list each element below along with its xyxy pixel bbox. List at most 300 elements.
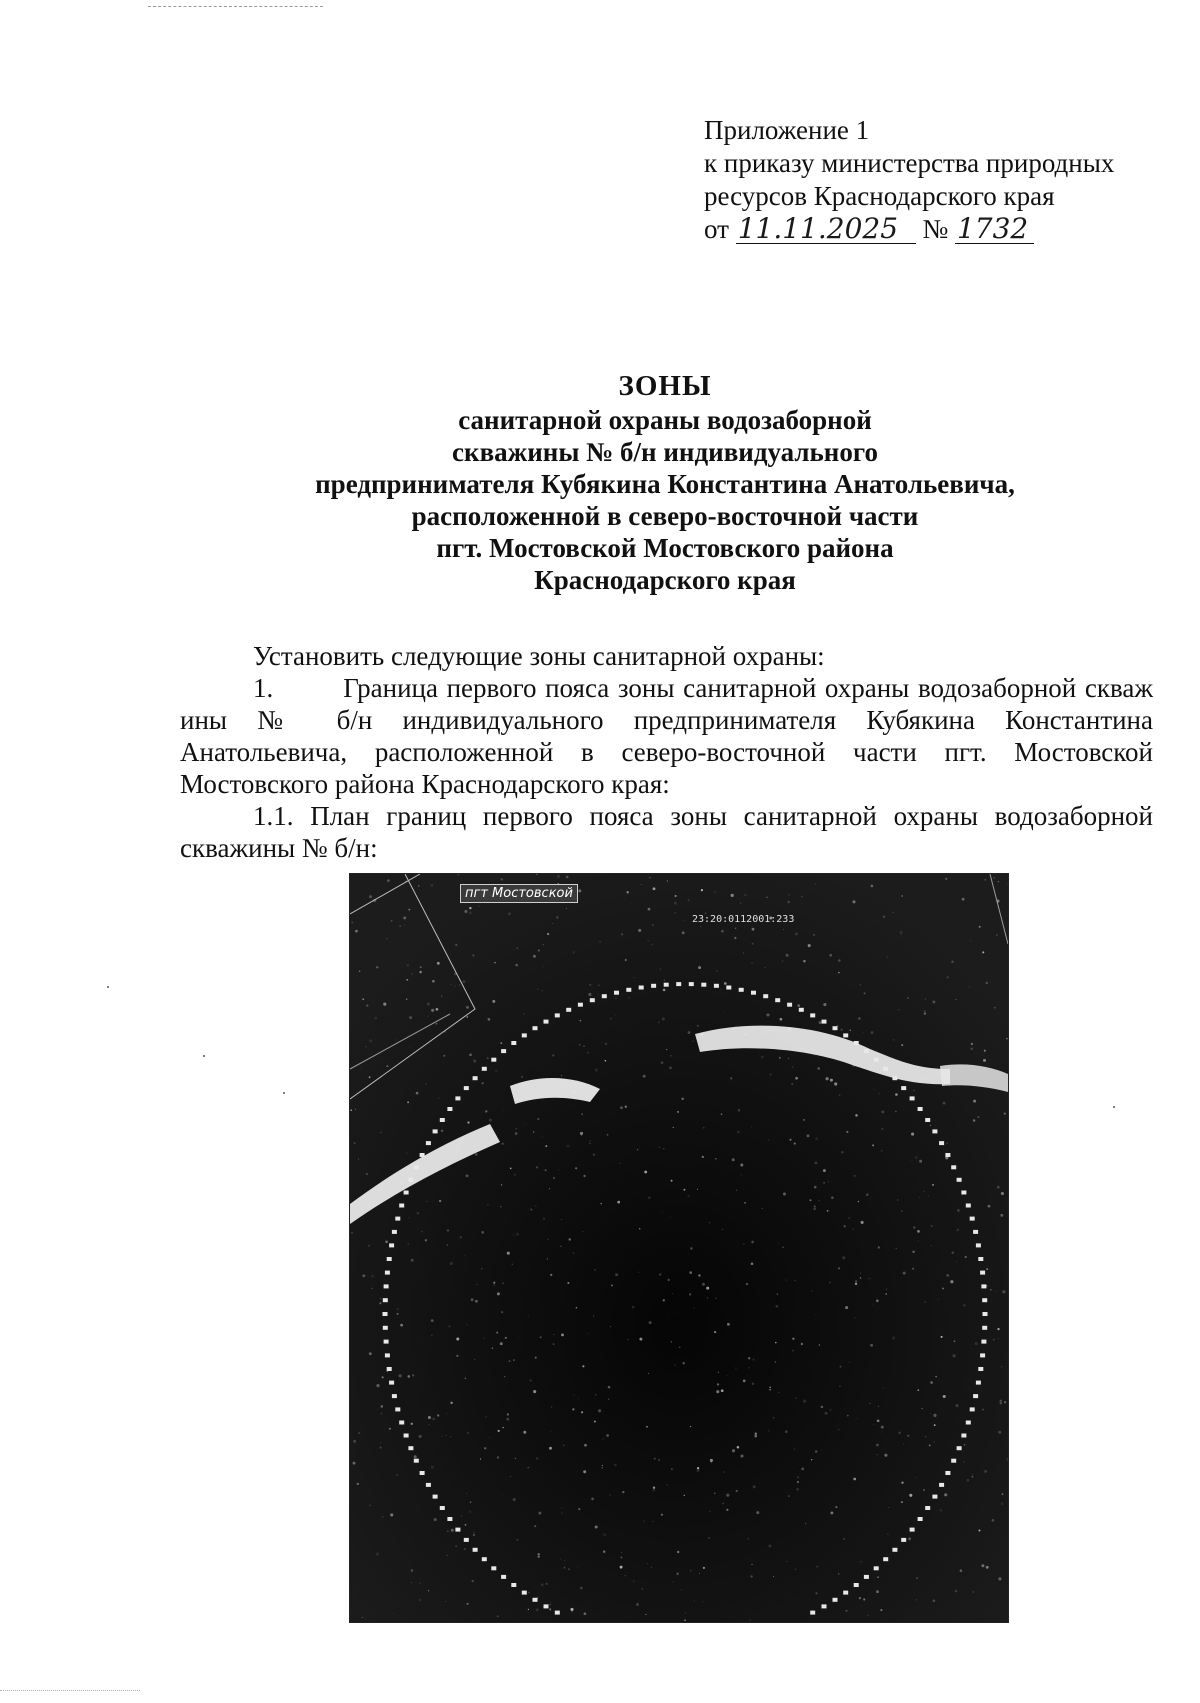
terrain-speck	[551, 1406, 552, 1407]
terrain-speck	[877, 1576, 878, 1577]
terrain-speck	[409, 1046, 410, 1047]
terrain-speck	[765, 967, 766, 968]
terrain-speck	[870, 1344, 873, 1347]
terrain-speck	[776, 1305, 779, 1308]
title-line: скважины № б/н индивидуального	[452, 437, 878, 467]
terrain-speck	[858, 1017, 860, 1019]
terrain-speck	[561, 1512, 562, 1513]
terrain-speck	[1001, 1366, 1002, 1367]
scan-speck	[283, 1092, 285, 1094]
terrain-speck	[706, 1287, 709, 1290]
terrain-speck	[768, 1430, 769, 1431]
terrain-speck	[743, 1380, 746, 1383]
terrain-speck	[683, 1189, 685, 1191]
terrain-speck	[755, 1433, 757, 1435]
terrain-speck	[605, 1060, 607, 1062]
terrain-speck	[744, 1202, 746, 1204]
terrain-speck	[372, 1288, 373, 1289]
terrain-speck	[617, 1201, 620, 1204]
terrain-speck	[502, 1143, 504, 1145]
terrain-speck	[671, 1341, 672, 1342]
terrain-speck	[1004, 1401, 1006, 1403]
terrain-speck	[497, 1292, 500, 1295]
boundary-marker	[982, 1326, 987, 1330]
terrain-speck	[549, 1608, 551, 1610]
terrain-speck	[801, 1468, 804, 1471]
terrain-speck	[600, 1203, 602, 1205]
terrain-speck	[813, 934, 815, 936]
terrain-speck	[660, 969, 661, 970]
terrain-speck	[533, 1390, 536, 1393]
terrain-speck	[370, 1505, 371, 1506]
terrain-speck	[909, 1494, 912, 1497]
terrain-speck	[528, 1609, 529, 1610]
terrain-speck	[724, 1012, 725, 1013]
terrain-speck	[649, 877, 651, 879]
boundary-marker	[501, 1049, 506, 1053]
terrain-speck	[829, 954, 832, 957]
boundary-marker	[578, 1003, 583, 1007]
terrain-speck	[432, 980, 435, 983]
terrain-speck	[658, 1022, 659, 1023]
boundary-marker	[473, 1076, 478, 1080]
terrain-speck	[351, 921, 353, 923]
terrain-speck	[882, 1431, 883, 1432]
number-sign: №	[922, 214, 949, 244]
boundary-marker	[383, 1312, 388, 1316]
terrain-speck	[684, 1619, 686, 1621]
boundary-marker	[689, 982, 694, 986]
terrain-speck	[632, 1306, 635, 1309]
terrain-speck	[943, 1395, 946, 1398]
terrain-speck	[436, 1023, 438, 1025]
terrain-speck	[603, 1438, 604, 1439]
terrain-speck	[506, 1418, 509, 1421]
terrain-speck	[492, 1347, 494, 1349]
terrain-speck	[718, 1372, 719, 1373]
terrain-speck	[408, 1217, 409, 1218]
terrain-speck	[570, 1608, 573, 1611]
terrain-speck	[803, 1119, 805, 1121]
terrain-speck	[627, 1339, 628, 1340]
terrain-speck	[516, 1233, 519, 1236]
terrain-speck	[578, 1398, 579, 1399]
terrain-speck	[530, 1379, 532, 1381]
terrain-speck	[982, 951, 984, 953]
terrain-speck	[823, 1169, 826, 1172]
terrain-speck	[801, 1343, 803, 1345]
terrain-speck	[938, 1299, 939, 1300]
terrain-speck	[425, 1083, 426, 1084]
terrain-speck	[934, 1441, 935, 1442]
terrain-speck	[380, 1442, 382, 1444]
terrain-speck	[838, 959, 841, 962]
terrain-speck	[823, 1003, 826, 1006]
terrain-speck	[724, 982, 727, 985]
terrain-speck	[552, 923, 553, 924]
terrain-speck	[677, 1111, 679, 1113]
terrain-speck	[403, 916, 406, 919]
terrain-speck	[608, 1386, 611, 1389]
boundary-marker	[455, 1528, 460, 1532]
terrain-speck	[975, 1342, 978, 1345]
terrain-speck	[986, 1268, 988, 1270]
terrain-speck	[670, 1217, 671, 1218]
terrain-speck	[872, 1304, 873, 1305]
terrain-speck	[907, 997, 909, 999]
terrain-speck	[951, 960, 954, 963]
terrain-speck	[567, 1145, 570, 1148]
terrain-speck	[584, 1612, 587, 1615]
terrain-speck	[834, 1082, 837, 1085]
terrain-speck	[995, 1291, 996, 1292]
terrain-speck	[608, 1399, 609, 1400]
terrain-speck	[946, 1274, 949, 1277]
terrain-speck	[358, 1432, 360, 1434]
terrain-speck	[924, 1301, 926, 1303]
terrain-speck	[461, 1516, 462, 1517]
terrain-speck	[436, 1008, 439, 1011]
terrain-speck	[788, 894, 790, 896]
terrain-speck	[714, 891, 716, 893]
terrain-speck	[516, 1539, 518, 1541]
boundary-marker	[854, 1583, 859, 1587]
terrain-speck	[467, 1324, 468, 1325]
terrain-speck	[917, 1389, 919, 1391]
terrain-speck	[501, 1495, 502, 1496]
boundary-marker	[602, 994, 607, 998]
terrain-speck	[377, 1409, 378, 1410]
terrain-speck	[399, 1374, 402, 1377]
terrain-speck	[488, 1018, 491, 1021]
terrain-speck	[924, 1012, 926, 1014]
terrain-speck	[578, 1508, 580, 1510]
terrain-speck	[811, 1459, 812, 1460]
terrain-speck	[482, 1082, 484, 1084]
terrain-speck	[731, 894, 734, 897]
terrain-speck	[737, 1446, 740, 1449]
terrain-speck	[746, 1283, 748, 1285]
terrain-speck	[380, 1132, 382, 1134]
terrain-speck	[553, 1177, 555, 1179]
terrain-speck	[843, 1225, 845, 1227]
terrain-speck	[659, 1146, 661, 1148]
terrain-speck	[406, 1152, 408, 1154]
terrain-speck	[726, 1509, 728, 1511]
terrain-speck	[858, 1201, 859, 1202]
terrain-speck	[629, 997, 630, 998]
terrain-speck	[537, 989, 538, 990]
terrain-speck	[481, 1231, 484, 1234]
boundary-marker	[399, 1421, 404, 1425]
terrain-speck	[669, 1067, 672, 1070]
terrain-speck	[466, 1016, 467, 1017]
boundary-marker	[701, 983, 706, 987]
terrain-speck	[472, 954, 474, 956]
terrain-speck	[916, 1599, 917, 1600]
terrain-speck	[556, 916, 558, 918]
boundary-marker	[447, 1107, 452, 1111]
terrain-speck	[821, 1406, 824, 1409]
boundary-marker	[982, 1298, 987, 1302]
terrain-speck	[778, 1243, 779, 1244]
terrain-speck	[528, 1316, 529, 1317]
terrain-speck	[397, 1313, 399, 1315]
terrain-speck	[830, 1079, 833, 1082]
terrain-speck	[795, 933, 798, 936]
terrain-speck	[770, 1074, 772, 1076]
terrain-speck	[542, 1137, 543, 1138]
terrain-speck	[901, 1044, 903, 1046]
terrain-speck	[748, 1357, 750, 1359]
terrain-speck	[652, 1521, 653, 1522]
terrain-speck	[419, 971, 421, 973]
terrain-speck	[543, 944, 544, 945]
terrain-speck	[510, 1476, 511, 1477]
terrain-speck	[595, 1526, 598, 1529]
terrain-speck	[581, 1135, 582, 1136]
boundary-marker	[414, 1459, 419, 1463]
terrain-speck	[437, 1414, 439, 1416]
boundary-marker	[464, 1538, 469, 1542]
terrain-speck	[884, 1454, 887, 1457]
terrain-speck	[385, 1240, 388, 1243]
boundary-marker	[932, 1129, 937, 1133]
terrain-speck	[897, 1199, 898, 1200]
terrain-speck	[924, 1010, 926, 1012]
terrain-speck	[768, 1545, 771, 1548]
terrain-speck	[642, 1588, 643, 1589]
terrain-speck	[580, 1132, 583, 1135]
terrain-speck	[925, 999, 926, 1000]
date-prefix: от	[704, 214, 729, 244]
terrain-speck	[407, 1375, 410, 1378]
terrain-speck	[631, 903, 632, 904]
terrain-speck	[782, 960, 784, 962]
terrain-speck	[933, 1600, 936, 1603]
terrain-speck	[386, 938, 387, 939]
terrain-speck	[462, 980, 465, 983]
boundary-marker	[544, 1604, 549, 1608]
boundary-marker	[775, 998, 780, 1002]
terrain-speck	[736, 1490, 738, 1492]
terrain-speck	[900, 931, 903, 934]
terrain-speck	[708, 1537, 709, 1538]
title-main: ЗОНЫ	[618, 370, 712, 402]
terrain-speck	[970, 1047, 973, 1050]
scan-edge-line-bottom	[0, 1690, 140, 1691]
terrain-speck	[812, 1291, 813, 1292]
boundary-marker	[626, 988, 631, 992]
terrain-speck	[667, 1313, 668, 1314]
terrain-speck	[986, 982, 988, 984]
terrain-speck	[751, 1564, 752, 1565]
terrain-speck	[703, 1127, 705, 1129]
terrain-speck	[684, 1495, 685, 1496]
terrain-speck	[878, 1246, 880, 1248]
boundary-marker	[404, 1434, 409, 1438]
boundary-marker	[426, 1141, 431, 1145]
terrain-speck	[651, 1567, 652, 1568]
boundary-marker	[651, 984, 656, 988]
terrain-speck	[383, 1003, 386, 1006]
terrain-speck	[518, 1337, 519, 1338]
terrain-speck	[653, 1486, 655, 1488]
terrain-speck	[472, 1580, 474, 1582]
terrain-speck	[376, 966, 378, 968]
terrain-speck	[1001, 1502, 1004, 1505]
terrain-speck	[466, 1174, 469, 1177]
terrain-speck	[500, 1042, 502, 1044]
terrain-speck	[736, 1190, 737, 1191]
terrain-speck	[775, 1361, 776, 1362]
terrain-speck	[369, 895, 372, 898]
terrain-speck	[866, 1194, 868, 1196]
boundary-marker	[799, 1008, 804, 1012]
terrain-speck	[382, 1376, 384, 1378]
terrain-speck	[788, 1495, 790, 1497]
terrain-speck	[591, 1498, 594, 1501]
boundary-marker	[939, 1141, 944, 1145]
terrain-speck	[638, 1272, 639, 1273]
terrain-speck	[988, 1205, 991, 1208]
terrain-speck	[676, 1573, 678, 1575]
boundary-marker	[383, 1326, 388, 1330]
boundary-marker	[976, 1381, 981, 1385]
terrain-speck	[751, 962, 752, 963]
terrain-speck	[614, 1464, 617, 1467]
terrain-speck	[954, 1340, 956, 1342]
terrain-speck	[877, 1419, 880, 1422]
terrain-speck	[814, 1205, 816, 1207]
terrain-speck	[652, 924, 654, 926]
terrain-speck	[509, 1360, 511, 1362]
terrain-speck	[794, 1448, 795, 1449]
terrain-speck	[469, 1054, 472, 1057]
terrain-speck	[653, 887, 656, 890]
appendix-date-number	[704, 213, 1164, 246]
terrain-speck	[667, 880, 668, 881]
terrain-speck	[411, 1423, 413, 1425]
terrain-speck	[979, 926, 981, 928]
terrain-speck	[852, 900, 855, 903]
terrain-speck	[967, 1479, 970, 1482]
terrain-speck	[842, 1256, 845, 1259]
terrain-speck	[778, 1392, 780, 1394]
terrain-speck	[513, 1498, 516, 1501]
terrain-speck	[390, 1513, 393, 1516]
terrain-speck	[876, 1444, 879, 1447]
terrain-speck	[564, 1560, 565, 1561]
terrain-speck	[369, 1352, 372, 1355]
terrain-speck	[701, 889, 703, 891]
terrain-speck	[971, 1476, 973, 1478]
terrain-speck	[915, 1156, 918, 1159]
terrain-speck	[982, 1409, 984, 1411]
terrain-speck	[752, 928, 755, 931]
terrain-speck	[874, 1089, 875, 1090]
terrain-speck	[792, 1066, 794, 1068]
terrain-speck	[648, 1196, 651, 1199]
terrain-speck	[871, 1031, 874, 1034]
terrain-speck	[693, 1041, 694, 1042]
boundary-marker	[874, 1566, 879, 1570]
terrain-speck	[563, 1444, 565, 1446]
terrain-speck	[901, 1481, 903, 1483]
boundary-marker	[726, 986, 731, 990]
terrain-speck	[1000, 1214, 1003, 1217]
boundary-marker	[555, 1013, 560, 1017]
boundary-marker	[961, 1434, 966, 1438]
terrain-speck	[670, 1055, 672, 1057]
terrain-speck	[674, 902, 677, 905]
terrain-speck	[446, 1413, 447, 1414]
terrain-speck	[545, 1169, 547, 1171]
terrain-speck	[500, 1342, 503, 1345]
terrain-speck	[709, 1222, 710, 1223]
terrain-speck	[515, 964, 518, 967]
terrain-speck	[595, 1394, 597, 1396]
terrain-speck	[795, 1077, 798, 1080]
terrain-speck	[864, 992, 866, 994]
terrain-speck	[380, 1298, 382, 1300]
terrain-speck	[751, 1263, 754, 1266]
terrain-speck	[365, 1046, 366, 1047]
title-line: предпринимателя Кубякина Константина Анатольевича,	[315, 469, 1015, 499]
terrain-speck	[697, 1469, 700, 1472]
terrain-speck	[751, 1126, 752, 1127]
terrain-speck	[387, 1371, 388, 1372]
terrain-speck	[515, 1128, 517, 1130]
terrain-speck	[638, 929, 641, 932]
terrain-speck	[542, 966, 543, 967]
terrain-speck	[792, 1337, 794, 1339]
terrain-speck	[460, 1236, 462, 1238]
terrain-speck	[586, 968, 587, 969]
terrain-speck	[860, 984, 861, 985]
boundary-marker	[976, 1243, 981, 1247]
boundary-marker	[966, 1421, 971, 1425]
terrain-speck	[777, 1293, 778, 1294]
terrain-speck	[805, 1523, 806, 1524]
terrain-speck	[785, 1279, 787, 1281]
terrain-speck	[619, 1163, 620, 1164]
terrain-speck	[743, 1243, 744, 1244]
terrain-speck	[429, 1424, 430, 1425]
appendix-title: Приложение 1	[704, 115, 870, 145]
title-line: санитарной охраны водозаборной	[458, 405, 872, 435]
terrain-speck	[915, 1477, 916, 1478]
terrain-speck	[662, 1017, 665, 1020]
terrain-speck	[598, 1409, 601, 1412]
terrain-speck	[582, 1114, 583, 1115]
boundary-marker	[676, 982, 681, 986]
terrain-speck	[404, 924, 405, 925]
terrain-speck	[620, 1106, 623, 1109]
terrain-speck	[908, 1538, 911, 1541]
terrain-speck	[456, 1338, 459, 1341]
boundary-marker	[983, 1312, 988, 1316]
terrain-speck	[815, 1592, 817, 1594]
terrain-speck	[877, 1454, 878, 1455]
terrain-speck	[538, 1553, 540, 1555]
terrain-speck	[796, 1488, 799, 1491]
terrain-speck	[536, 1166, 538, 1168]
boundary-marker	[555, 1611, 560, 1615]
terrain-speck	[1007, 884, 1008, 885]
terrain-speck	[887, 1533, 888, 1534]
terrain-speck	[881, 1150, 883, 1152]
